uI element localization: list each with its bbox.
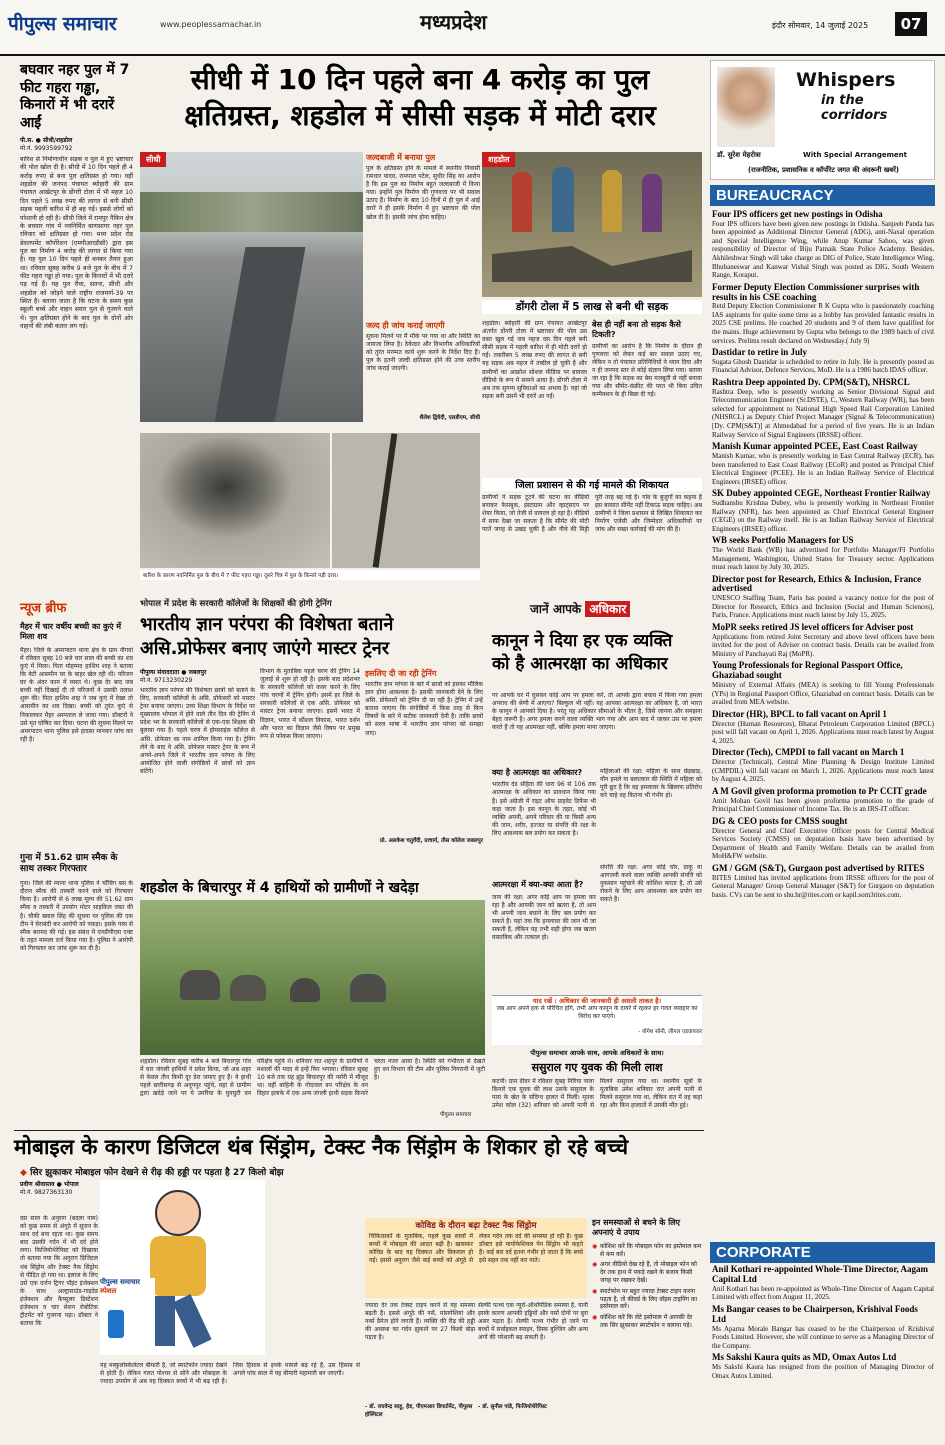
bureau-heading: Dastidar to retire in July — [712, 347, 807, 358]
rights-a3: महिलाओं की रक्षा: महिला के साथ छेड़छाड़, यौन हमले या बलात्कार की स्थिति में महिला को पूरी छूट है कि वह हमलावर के खिलाफ प्रतिरोध करे चाहे वह कितना भी गंभीर हो। — [600, 768, 702, 800]
rights-q1: क्या है आत्मरक्षा का अधिकार? — [492, 768, 583, 777]
dateline: इंदौर सोमवार, 14 जुलाई 2025 — [772, 21, 869, 30]
bureau-body: Sudhanshu Krishna Dubey, who is presently working in Northeast Frontier Railway (NFR), has been appointed as Chief Electrical General Engineer (CEGE) on the Railway itself. He is an Indian Railway Service of Electrical Engineers (IRSEE) officer. — [712, 498, 934, 533]
bureau-heading: Director (HR), BPCL to fall vacant on April 1 — [712, 708, 887, 719]
box1-title: जल्दबाजी में बनाया पुल — [366, 153, 436, 162]
inlaws-body: कटनी। ग्राम दीवर में रविवार सुबह निरिया नाला किनारे एक युवक की लाश उसके ससुराल के पास के खेत के संदिग्ध हालत में मिली। मृतक उमेश कोल (32) शनिवार को अपनी पत्नी से मिलने ससुराल गया था। स्थानीय सूत्रों के मुताबिक उमेश शनिवार रात अपनी पत्नी से मिलने ससुराल गया था, लेकिन रात में वह कहां रहा और किन हालातों में उसकी मौत हुई। — [492, 1078, 702, 1110]
training-box-sign: प्रो. अलकेश चतुर्वेदी, प्राचार्य, तीस कॉलेज जबलपुर — [380, 838, 483, 844]
bureau-body: UNESCO Staffing Team, Paris has posted a vacancy notice for the post of Director for Research, Ethics and Inclusion (Social and Human Sciences), Paris, France. Applications must reach latest by July 15, 2025. — [712, 594, 934, 620]
left-body: बारिश से निर्माणाधीन सड़क व पुल में हुए भ्रष्टाचार की पोल खोल दी है। सीधी में 10 दिन पहले ही 4 करोड़ रुपए से बना पुल क्षतिग्रस्त हो गया। वहीं शहडोल की जनपद पंचायत ब्योहारी की ग्राम पंचायत आखेटपुर के डोंगरी टोला में भी महज 10 दिन पहले 5 लाख रुपए की लागत से बनी सीसी सड़क पहली बारिश में ही बह गई। इससे लोगों को परेशानी हो रही है। सीधी जिले में रामपुर नैकिन क्षेत्र के बघवार गांव में नवनिर्मित बाणसागर नहर पुल रविवार को क्षतिग्रस्त हो गया। मध्य प्रदेश रोड डेवलपमेंट कॉर्पोरेशन (एमपीआरडीसी) द्वारा इस पुल का निर्माण 4 करोड़ की लागत से किया गया है। यह पुल 10 दिन पहले ही बनकर तैयार हुआ था। रविवार सुबह करीब 9 बजे पुल के बीच में 7 फीट गहरा गड्ढा हो गया। पुल के किनारों में भी दरारें पड़ गई हैं। यह पुल रीवा, सतना, सीधी और शहडोल को जोड़ने वाले राष्ट्रीय राजमार्ग-39 पर स्थित है। बताया जाता है कि घटना के समय कुछ स्कूली बच्चे और वाहन सवार पुल से गुजरने वाले थे। पुल क्षतिग्रस्त होने के बाद पुल के दोनों ओर वाहनों की लंबी कतार लग गई। — [20, 156, 133, 331]
bureau-body: Director (Technical), Central Mine Planning & Design Institute Limited (CMPDIL) will fall vacant on March 1, 2026. Applications must reach latest by August 4, 2025. — [712, 758, 934, 784]
mobile-body-2: यह मस्कुलोस्केलेटल बीमारी है, जो स्मार्टफोन ज्यादा देखने से होती है। लेकिन गलत पोश्चर से सोने और मोबाइल के ज्यादा उपयोग से अब यह दिक्कत बच्चों में भी बढ़ रही है। जिस हिसाब से इनके मामले बढ़ रहे हैं, उस हिसाब से अगले पांच साल में यह बीमारी महामारी बन जाएगी। — [100, 1362, 360, 1386]
bureau-heading: A M Govil given proforma promotion to Pr CCIT grade — [712, 785, 927, 796]
bureau-body: Director General and Chief Executive Officer posts for Central Medical Services Society (CMSS) on deputation basis have been advertised by Department of Health and Family Welfare. Details can be availed from MoH&FW website. — [712, 826, 934, 861]
training-headline-2: असि.प्रोफेसर बनाए जाएंगे मास्टर ट्रेनर — [140, 638, 390, 660]
rights-note — [492, 995, 702, 1045]
elephant-headline: शहडोल के बिचारपुर में 4 हाथियों को ग्रामीणों ने खदेड़ा — [140, 880, 419, 896]
rights-col-2 — [600, 768, 702, 988]
main-story-headline — [140, 62, 700, 150]
bureau-heading: Manish Kumar appointed PCEE, East Coast Railway — [712, 441, 918, 452]
news-brief — [20, 598, 133, 1058]
bureau-body: Director (Human Resources), Bharat Petroleum Corporation Limited (BPCL) post will fall vacant on April 1, 2026. Applications must reach latest by August 4, 2025. — [712, 719, 934, 745]
training-box — [365, 668, 483, 868]
rights-q2: आत्मरक्षा में क्या-क्या आता है? — [492, 880, 584, 890]
rights-kicker-1: जानें आपके — [530, 602, 582, 616]
tip-item: ◉ अगर वीडियो देख रहे हैं, तो मोबाइल फोन को देर तक हाथ में पकड़े रखने के बजाय किसी जगह पर रखकर देखें। — [592, 1261, 702, 1284]
tips-box — [592, 1218, 702, 1438]
bureau-heading: Young Professionals for Regional Passport Office, Ghaziabad sought — [712, 660, 903, 681]
bureau-body: Manish Kumar, who is presently working in East Central Railway (ECR), has been transferred to East Coast Railway (ECoR) and posted as Principal Chief Electrical Engineer (PCEE). He is an Indian Railway Service of Electrical Engineers (IRSEE) officer. — [712, 451, 934, 486]
section-title: मध्यप्रदेश — [420, 10, 487, 34]
special-logo-name: पीपुल्स समाचार — [100, 1278, 141, 1286]
bureau-heading: Director (Tech), CMPDI to fall vacant on March 1 — [712, 747, 905, 758]
elephant-photo — [140, 900, 485, 1055]
corporate-bar: CORPORATE — [710, 1242, 935, 1263]
masthead — [0, 0, 945, 56]
training-box-title: इसलिए दी जा रही ट्रेनिंग — [365, 669, 437, 678]
whispers-header — [710, 60, 935, 180]
special-logo — [100, 1278, 155, 1296]
corp-heading: Ms Bangar ceases to be Chairperson, Krishival Foods Ltd — [712, 1303, 918, 1324]
box2-title: जल्द ही जांच कराई जाएगी — [366, 321, 445, 330]
quote2-sign: - डॉ. सुनील पांडे, फिजियोथेरेपिस्ट — [478, 1404, 547, 1410]
training-body-wrap — [140, 668, 255, 883]
rights-footer: पीपुल्स समाचार आपके साथ, आपके अधिकारों के साथ। — [530, 1049, 664, 1057]
bureaucracy-list — [712, 207, 934, 1232]
bureaucracy-bar: BUREAUCRACY — [710, 185, 935, 206]
special-logo-sub: स्पेशल — [100, 1287, 117, 1295]
corp-body: Anil Kothari has been re-appointed as Whole-Time Director of Aagam Capital Limited with effect from August 11, 2025. — [712, 1284, 934, 1302]
bureau-body: Sugata Ghosh Dastidar is scheduled to retire in July. He is presently posted as Financial Advisor, Defence Services, MoD. He is a 1986 batch IDAS officer. — [712, 357, 934, 375]
shahdol-box-title: बेस ही नहीं बना तो सड़क कैसे टिकती? — [592, 320, 681, 340]
bureau-heading: GM / GGM (S&T), Gurgaon post advertised by RITES — [712, 862, 925, 873]
main-headline-line2: क्षतिग्रस्त, शहडोल में सीसी सड़क में मोटी दरार — [184, 99, 656, 133]
elephant-photo-credit: पीपुल्स समाचार — [440, 1112, 472, 1118]
bureau-heading: Four IPS officers get new postings in Odisha — [712, 209, 883, 219]
bureau-body: Amit Mohan Govil has been given proforma promotion to the grade of Principal Chief Commissioner of Income Tax. He is an IRS-IT officer. — [712, 796, 934, 814]
bureau-heading: WB seeks Portfolio Managers for US — [712, 535, 854, 546]
bureau-body: Rashtra Deep, who is presently working as Senior Divisional Signal and Telecommunication Engineer (Sr.DSTE), C, Western Railway (WR), has been selected for appointment to National High Speed Rail Corporation Limited (NHSRCL) as Deputy Chief Project Manager (Signal & Telecommunication) [Dy. CPM(S&T)] at Ahmedabad for a period of five years. He is an Indian Railway Service of Signal Engineers (IRSSE) officer. — [712, 387, 934, 439]
rights-note-title: याद रखें : अधिकार की जानकारी ही असली ताकत है। — [532, 997, 662, 1005]
bureau-body: The World Bank (WB) has advertised for Portfolio Manager/FI Portfolio Management, Washington, United States for Treasury sector. Applications must reach latest by July 30, 2025. — [712, 546, 934, 572]
author-photo — [717, 67, 775, 147]
cartoon-boy — [100, 1180, 265, 1355]
bureau-heading: SK Dubey appointed CEGE, Northeast Frontier Railway — [712, 488, 931, 499]
rights-kicker-2: अधिकार — [585, 601, 630, 617]
box-inquiry — [366, 320, 480, 430]
box-hasty-construction — [366, 152, 480, 302]
corp-heading: Ms Sakshi Kaura quits as MD, Omax Autos Ltd — [712, 1352, 897, 1363]
corp-heading: Anil Kothari re-appointed Whole-Time Director, Aagam Capital Ltd — [712, 1264, 928, 1284]
covid-title: कोविड के दौरान बढ़ा टेक्स्ट नैक सिंड्रोम — [415, 1221, 537, 1231]
corporate-list — [712, 1262, 934, 1440]
news-brief-label: न्यूज ब्रीफ — [20, 601, 67, 616]
covid-text: चिकित्सकों के मुताबिक, पहले कुछ सालों में बच्चों में मोबाइल की आदत बढ़ी है। खासकर कोविड के बाद यह दिक्कत और विकराल हो गई। इससे अनुराग जैसे कई बच्चों को अंगूठे से लेकर गर्दन तक दर्द की समस्या हो रही है। कुछ डॉक्टर इसे मायोफेशियल पेन सिंड्रोम भी कहते हैं। कई बार दर्द इतना गंभीर हो जाता है कि बच्चे इसे सहन तक नहीं कर पाते। — [369, 1233, 583, 1265]
training-body-2: विभाग के मुताबिक पहले चरण की ट्रेनिंग 14 जुलाई से शुरू हो रही है। इसके बाद प्रदेशभर के सरकारी कॉलेजों को कवर करने के लिए पांच चरणों में ट्रेनिंग होगी। इसमें हर जिले के सरकारी कॉलेजों से एक असि. प्रोफेसर को मास्टर ट्रेनर बनाया जाएगा। इसमें भारत में विज्ञान, भारत में कौशल विकास, भारत दर्शन और भारत का विज्ञान जैसे विषय पर प्रमुख रूप से फोकस किया जाएगा। — [260, 668, 360, 740]
whispers-subtitle: in the corridors — [821, 93, 888, 123]
shahdol-photo — [482, 152, 702, 297]
box2-sign: शैलेश द्विवेदी, एसडीएम, सीधी — [419, 415, 480, 421]
shahdol-text: शहडोल। ब्योहारी की ग्राम पंचायत आखेटपुर अंतर्गत डोंगरी टोला में भ्रष्टाचार की पोल उस वक्त खुल गई जब महज दस दिन पहले बनी सीसी सड़क में पहली बारिश में ही मोटी दरारें हो गईं। तकरीबन 5 लाख रुपए की लागत से बनी यह सड़क अब महज में तब्दील हो चुकी है और ग्रामीणों का आक्रोश सोशल मीडिया पर बायरल वीडियो के रूप में सामने आया है। डोंगरी टोला में अब तक सुगम्य सुविधाओं का अभाव है। यहां जो सड़क बनी उसमें भी दरारें आ गईं। — [482, 320, 587, 400]
bureau-heading: Director post for Research, Ethics & Inclusion, France advertised — [712, 573, 922, 594]
rights-note-text: जब आप अपने हक से परिचित होंगे, तभी आप कानून के दायरे में रहकर हर गलत व्यवहार का विरोध कर पाएंगे। — [496, 1005, 698, 1021]
whispers-title: Whispers — [796, 69, 896, 91]
rights-headline-1: कानून ने दिया हर एक व्यक्ति — [492, 631, 673, 651]
mobile-number: मो.नं. 9827363130 — [20, 1189, 73, 1196]
road-photo — [140, 152, 363, 422]
rights-a2: जान की रक्षा: अगर कोई आप पर हमला कर रहा है और आपकी जान को खतरा है, तो आप भी अपनी जान बचाने के लिए बल प्रयोग कर सकते हैं। यहां तक कि हमलावर की जान भी जा सकती है, लेकिन यह तभी सही होगा जब खतरा वास्तविक और तत्काल हो। — [492, 893, 596, 942]
training-byline: पीपुल्स संवाददाता ● जबलपुर — [140, 669, 207, 676]
inlaws-headline: ससुराल गए युवक की मिली लाश — [531, 1061, 663, 1074]
bureau-heading: DG & CEO posts for CMSS sought — [712, 815, 848, 826]
left-byline: पी.स. ● सीधी/शहडोल — [20, 137, 73, 144]
rights-intro: गर आपके घर में घुसकर कोई आप पर हमला करे, तो आपके द्वारा बचाव में किया गया हमला अपराध की श्रेणी में आएगा? बिल्कुल भी नहीं। यह आपका आत्मरक्षा का अधिकार है, जो भारत के कानून ने आपको दिया है। परंतु यह अधिकार सीमाओं के भीतर है, जिसे जानना और समझना बेहद जरूरी है। अगर हमला करने वाला व्यक्ति भाग गया और आप बाद में जाकर उस पर हमला करते हैं तो यह आत्मरक्षा नहीं, बल्कि हमला माना जाएगा। — [492, 692, 702, 732]
bureau-body: Applications from retired Joint Secretary and above level officers have been invited for the post of Adviser on contract basis. Details can be availed from Ministry of Panchayati Raj (MoPR). — [712, 632, 934, 658]
mobile-headline: मोबाइल के कारण डिजिटल थंब सिंड्रोम, टेक्स्ट नैक सिंड्रोम के शिकार हो रहे बच्चे — [14, 1135, 629, 1159]
shahdol-box-text: ग्रामीणों का आरोप है कि निर्माण के दौरान ही गुणवत्ता को लेकर कई बार सवाल उठाए गए, लेकिन न तो पंचायत प्रतिनिधियों ने ध्यान दिया और न ही जनपद स्तर से कोई संज्ञान लिया गया। बताया जा रहा है कि सड़क का बेस मजबूती से नहीं बनाया गया और सीमेंट-कंक्रीट की परत भी बिना उचित कम्पैक्शन के ही बिछा दी गई। — [592, 342, 702, 399]
bureau-heading: Former Deputy Election Commissioner surprises with results in his CSE coaching — [712, 281, 920, 302]
left-mobile: मो.नं. 9993599792 — [20, 145, 73, 152]
bureau-body: Retd Deputy Election Commissioner R K Gupta who is passionately coaching IAS aspirants for quite some time as a hobby has provided fantastic results in 2025 CSE prelims. He coached 20 students and 9 of them have qualified for the mains. Huge achievement by Gupta who belongs to the 1989 batch of civil services. Prelims result declared on Wednesday.( July 9) — [712, 302, 934, 345]
rights-kicker — [530, 600, 630, 617]
quote1-sign: - डॉ. राघवेन्द्र साहू, हेड, पीएमआर डिपार्टमेंट, पीपुल्स हॉस्पिटल — [365, 1404, 473, 1418]
bureau-body: RITES Limited has invited applications from IRSSE officers for the post of General Manager/ Group General Manager (S&T) for Gurgaon on deputation basis. CVs can be sent to shu.hr@rites.com or kapil.som3rites.com. — [712, 873, 934, 899]
main-headline-line1: सीधी में 10 दिन पहले बना 4 करोड़ का पुल — [190, 63, 650, 96]
doctor-quote-1 — [365, 1302, 475, 1432]
author-name: डॉ. सुरेश मेहरोत्रा — [717, 151, 761, 159]
training-kicker: भोपाल में प्रदेश के सरकारी कॉलेजों के शिक्षकों की होगी ट्रेनिंग — [140, 599, 332, 609]
shahdol-subhead: डोंगरी टोला में 5 लाख से बनी थी सड़क — [482, 300, 702, 314]
mobile-subhead: ◆ सिर झुकाकर मोबाइल फोन देखने से रीढ़ की हड्डी पर पड़ता है 27 किलो बोझ — [20, 1168, 284, 1178]
brief-t2: गुना। जिले की म्याना थाना पुलिस ने चाँचिंग बस के दौरान स्मैक की तस्करी करने वाले को गिरफ्तार किया है। आरोपी से 6 लाख मूल्य की 51.62 ग्राम स्मैक व तस्करी में उपयोग मोटर साइकिल जब्त की है। चौकी ख्याल सिंह की सूचना पर पुलिस की एक टीम ने घेराबंदी कर आरोपी को पकड़ा। इसके पास से स्मैक बरामद की गई। इस संबंध में एनडीपीएस एक्ट के तहत मामला दर्ज किया गया है। पुलिस ने आरोपी को गिरफ्तार कर जांच शुरू कर दी है। — [20, 880, 133, 952]
elephant-body: शहडोल। रविवार सुबह करीब 4 बजे बिचारपुर गांव में चार जंगली हाथियों ने प्रवेश किया, जो अब शहर से केवल तीन किमी दूर डेरा जमाए हुए हैं। ये हाथी पहले छत्तीसगढ़ से अनूपपुर पहुंचे, वहां से ग्रामीण द्वारा खदेड़े जाने पर ये उमरिया के घुनघुटी वन परिक्षेत्र पहुंचे थे। शनिवार रात शहपुर के ग्रामीणों ने मशालों की मदद से इन्हें फिर भगाया। रविवार सुबह 10 बजे तक यह झुंड बिचारपुर की नर्सरी में मौजूद था। वहीं बाहिनी के गोदावल वन परिक्षेत्र के वन विहार इलाके में एक अन्य जंगली हाथी सड़क किनारे चरता नजर आया है। स्थिति को गंभीरता से देखते हुए वन विभाग की टीम और पुलिस निगरानी में जुटी है। — [140, 1058, 485, 1098]
mobile-byline: प्रवीण श्रीवास्तव ● भोपाल — [20, 1181, 79, 1188]
quote2-text: सेल्फी पत्थ्य एक न्यूरो-ऑर्थोपेडिक समस्या है, यानी इसके कारण आपकी हड्डियों और नसों दोनों पर बुरा असर पड़ता है। सेल्फी पत्थ्य गंभीर हो जाने पर बच्चों में सर्वाइकल स्पाइन, डिस्क बुल्जिंग और अन्य अंगों की परेशानी बढ़ सकती है। — [478, 1302, 588, 1342]
bureau-body: Four IPS officers have been given new postings in Odisha. Sanjeeb Panda has been appointed as Additional Director General (ADG), anti-Naxal operation and Special Intelligence Wing, while Anup Kumar Sahoo, was given responsibility of Director of Biju Patnaik State Police Academy. Besides, Akhileshwar Singh will take charge as DIG of Police, State Intelligence Wing, Bhubaneswar and Kanwar Vishal Singh was posted as DIG, South Western Range, Koraput. — [712, 219, 934, 280]
brief-h2: गुना में 51.62 ग्राम स्मैक के साथ तस्कर गिरफ्तार — [20, 852, 118, 875]
tag-shahdol: शहडोल — [482, 152, 515, 167]
left-top-story — [20, 62, 133, 582]
complaint-text: ग्रामीणों ने सड़क टूटने की घटना का वीडियो बनाकर फेसबुक, इंस्टाग्राम और व्हाट्सएप पर शेयर किया, जो तेजी से वायरल हो रहा है। वीडियो में साफ देखा जा सकता है कि सीमेंट की मोटी परतें जगह से उखड़ चुकी है और नीचे की मिट्टी पूरी तरह बह गई है। गांव के बुजुर्गों का कहना है इस बरसात सीमेंट नहीं टिकाऊ सड़क चाहिए। अब ग्रामीणों ने जिला प्रशासन से लिखित शिकायत कर निर्माण एजेंसी और जिम्मेदार अधिकारियों पर जांच और सख्त कार्रवाई की मांग की है। — [482, 494, 702, 534]
brief-h1: मैहर में चार वर्षीय बच्ची का कुएं में मिला शव — [20, 622, 122, 642]
site-url[interactable]: www.peoplessamachar.in — [160, 20, 262, 29]
bureau-heading: Rashtra Deep appointed Dy. CPM(S&T), NHSRCL — [712, 377, 910, 387]
corp-body: Ms Aparna Morale Bangar has ceased to be the Chairperson of Krishival Foods Limited. However, she will continue to serve as a Managing Director of the Company. — [712, 1324, 934, 1350]
complaint-subhead: जिला प्रशासन से की गई मामले की शिकायत — [482, 478, 702, 491]
tip-item: ◉ कोशिश करें कि मोबाइल फोन का इस्तेमाल कम से कम करें। — [592, 1243, 702, 1259]
bureau-heading: MoPR seeks retired JS level officers for Adviser post — [712, 621, 914, 632]
pothole-photo-1 — [140, 433, 330, 568]
tag-sidhi: सीधी — [140, 152, 166, 167]
rights-a1: भारतीय दंड संहिता की धारा 96 से 106 तक आत्मरक्षा के अधिकार का प्रावधान किया गया है। इसे अंग्रेजी में राइट ऑफ प्राइवेट डिफेंस भी कहा जाता है। इस कानून के तहत, कोई भी व्यक्ति अपनी, अपने परिवार की या किसी अन्य की जान, शरीर, इज्जत या संपत्ति की रक्षा के लिए आवश्यक बल प्रयोग कर सकता है। — [492, 781, 596, 837]
photo-caption: बारिश के कारण नवनिर्मित पुल के बीच में 7 फीट गहरा गड्ढा। दूसरे चित्र में पुल के किनारे पड़ी दरार। — [140, 570, 480, 580]
mobile-subhead-text: सिर झुकाकर मोबाइल फोन देखने से रीढ़ की हड्डी पर पड़ता है 27 किलो बोझ — [30, 1168, 284, 1178]
rights-col-1 — [492, 768, 596, 988]
training-body: भारतीय ज्ञान परंपरा की विशेषता छात्रों को बताने के लिए, सरकारी कॉलेजों के असि. प्रोफेसरों को मास्टर ट्रेनर बनाया जाएगा। उच्च शिक्षा विभाग के निर्देश पर मुख्यालय भोपाल में होने वाले तीन दिन की ट्रेनिंग में प्रदेश भर के सरकारी कॉलेजों से एक-एक शिक्षक की बुलाया गया है। पहले चरण में होमसाइंस कॉलेज से असि. प्रोफेसर का नाम शामिल किया गया है। ट्रेनिंग लेने के बाद ये असि. प्रोफेसर मास्टर ट्रेनर के रूप में अपने-अपने जिले में भारतीय ज्ञान परंपरा के लिए आयोजित होने वाली संगोष्ठियों में छात्रों को ज्ञान बांटेंगे। — [140, 687, 255, 775]
training-box-text: भारतीय ज्ञान परंपरा के बारे में छात्रों को इसका मौलिक ज्ञान होना आवश्यक है। इसकी जानकारी देने के लिए असि. प्रोफेसरों को ट्रेनिंग दी जा रही है। ट्रेनिंग में उन्हें बताया जाएगा कि संगोष्ठियों में किस तरह से किन विषयों के बारे में सटीक जानकारी देनी है। ताकि छात्रों को सरल भाषा में भारतीय ज्ञान परंपरा को समझा जाए। — [365, 681, 483, 737]
box2-text: सूचना मिलने पर मैं मौके पर गया था और स्थिति का जायजा लिया है। ठेकेदार और विभागीय अधिकारियों को तुरंत मरम्मत कार्य शुरू करने के निर्देश दिए हैं। पुल के इतनी जल्दी क्षतिग्रस्त होने की उच्च स्तरीय जांच कराई जाएगी। — [366, 333, 480, 373]
page-number: 07 — [895, 12, 927, 36]
training-mobile: मो.नं. 9713230229 — [140, 677, 193, 684]
corp-body: Ms Sakshi Kaura has resigned from the position of Managing Director of Omax Autos Limited. — [712, 1363, 934, 1380]
covid-box — [365, 1218, 587, 1298]
mobile-byline-box — [20, 1180, 100, 1196]
box1-text: पुल के क्षतिग्रस्त होने के मामले में स्थानीय निवासी रामधार यादव, रामपाल पटेल, सुधीर सिंह का आरोप है कि इस पुल का निर्माण बहुत जल्दबाजी में किया गया। इन्होंने पुल निर्माण की गुणवत्ता पर भी सवाल उठाए हैं। निर्माण के बाद 10 दिनों में ही पुल में आई दरारें ने ही इसके निर्माण में हुए भ्रष्टाचार की पोल खोल दी है। इसकी जांच होना चाहिए। — [366, 165, 480, 221]
bureau-body: Ministry of External Affairs (MEA) is seeking to fill Young Professionals (YPs) in Regional Passport Office, Ghaziabad on contract basis. Details can be availed from MEA website. — [712, 681, 934, 707]
tip-item: ◉ कोशिश करें कि लेटे इस्तेमाल में आपकी देर तक सिर झुकाकर स्मार्टफोन न चलाना पड़े। — [592, 1314, 702, 1330]
whispers-tagline: (राजनीतिक, प्रशासनिक व कॉर्पोरेट जगत की अंदरूनी खबरें) — [747, 166, 900, 174]
section-rule — [14, 1130, 704, 1131]
brief-t1: मैहर। जिले के अमरपाटन थाना क्षेत्र के ग्राम नौगवां में रविवार सुबह 10 बजे चार साल की बच्ची का शव कुएं में मिला। पिता मोहम्मद हाशिम शाह ने बताया कि बेटी आसमीन घर के बाहर खेल रही थी। परिजन घर के अंदर काम में व्यस्त थे। कुछ देर बाद जब बच्ची नहीं दिखाई दी तो परिजनों ने उसकी तलाश शुरू की। पिता हाशिम शाह ने जब कुएं में देखा तो आसमीन का शव दिखा। बच्ची को तुरंत कुएं से निकालकर मैहर अस्पताल ले जाया गया। डॉक्टरों ने उसे मृत घोषित कर दिया। घटना की सूचना मिलने पर अमरपाटन थाना पुलिस इसे हादसा मानकर जांच कर रही है। — [20, 646, 133, 743]
logo: पीपुल्स समाचार — [8, 13, 117, 35]
left-headline: बघवार नहर पुल में 7 फीट गहरा गड्ढा, किनारों में भी दरारें आईं — [20, 62, 130, 131]
rights-headline — [492, 630, 702, 676]
training-headline-1: भारतीय ज्ञान परंपरा की विशेषता बताने — [140, 614, 394, 635]
mobile-body-1: दस साल के अनुराग (बदला नाम) को कुछ समय से अंगूठे में सूजन के साथ दर्द बना रहता था। कुछ समय बाद उसकी गर्दन में भी दर्द होने लगा। फिजियोथेरेपिस्ट को दिखाया तो बताया गया कि अनुराग डिजिटल थंब सिंड्रोम और टेक्स्ट नैक सिंड्रोम से पीड़ित हो गया था। इलाज के लिए उसे एक दर्जन ट्रिगर पॉइंट इंजेक्शन के साथ अल्ट्रासाउंड-गाइडेड इंजेक्शन और कैप्सूलर डिस्टेंशन इंजेक्शन व चार सेशन रोबोटिक ट्रीटमेंट को गुजरना पड़ा। डॉक्टर ने बताया कि — [20, 1215, 98, 1328]
tips-title: इन समस्याओं से बचने के लिए अपनाएं ये उपाय — [592, 1218, 681, 1238]
crack-photo-2 — [332, 433, 480, 568]
arrangement: With Special Arrangement — [803, 151, 907, 159]
tips-list — [592, 1243, 702, 1330]
tip-item: ◉ स्मार्टफोन पर बहुत ज्यादा टेक्स्ट टाइप करना पड़ता है, तो कीवर्ड के लिए वॉइस टाइपिंग का इस्तेमाल करें। — [592, 1288, 702, 1311]
rights-headline-2: को है आत्मरक्षा का अधिकार — [492, 653, 668, 674]
rights-a4: संपत्ति की रक्षा: अगर कोई चोर, डाकू या आगजनी करने वाला व्यक्ति आपकी संपत्ति को नुकसान पहुंचाने की कोशिश करता है, तो उसे रोकने के लिए आप आवश्यक बल प्रयोग कर सकते हैं। — [600, 864, 702, 904]
doctor-quote-2 — [478, 1302, 588, 1432]
rights-note-sign: - योगेश सोनी, लीगल एडवायजर — [638, 1029, 702, 1035]
quote1-text: ज्यादा देर तक टेक्स्ट टाइप करने से यह समस्या बढ़ती है। इससे अंगूठे की नसें, मांसपेशियां और नर्व्स डैमेज होने लगती हैं। व्यक्ति की रीढ़ की हड्डी की अवस्था का गर्दन झुकाने पर 27 किलो बोझ पड़ता है। — [365, 1302, 475, 1342]
shahdol-box — [592, 320, 702, 475]
